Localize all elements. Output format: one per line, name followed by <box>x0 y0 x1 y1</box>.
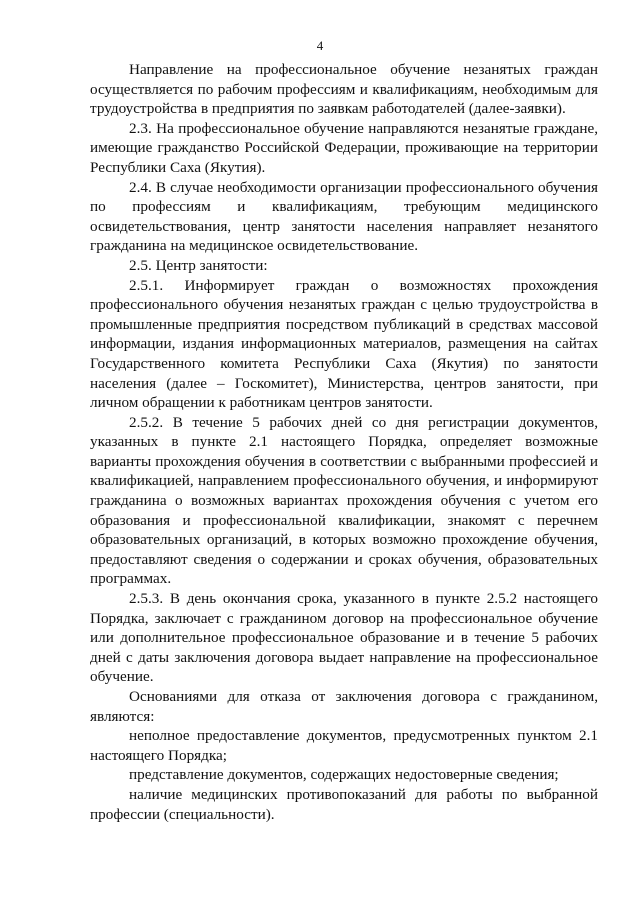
paragraph-2-5: 2.5. Центр занятости: <box>129 256 268 274</box>
document-body <box>90 60 598 824</box>
list-item-incomplete-documents: неполное предоставление документов, предусмотренных пунктом 2.1 настоящего Порядка; <box>90 727 598 764</box>
paragraph-2-3: 2.3. На профессиональное обучение направляются незанятые граждане, имеющие гражданство Российской Федерации, проживающие на территории Республики Саха (Якутия). <box>90 119 598 176</box>
paragraph-refusal-grounds: Основаниями для отказа от заключения договора с гражданином, являются: <box>90 688 598 725</box>
list-item-medical-contraindications: наличие медицинских противопоказаний для работы по выбранной профессии (специальности). <box>90 785 598 823</box>
page-number: 4 <box>316 38 324 53</box>
paragraph-2-5-3: 2.5.3. В день окончания срока, указанного в пункте 2.5.2 настоящего Порядка, заключает с гражданином договор на профессиональное обучение или дополнительное профессиональное образование и в течение 5 рабочих дней с даты заключения договора выдает направление на профессиональное обучение. <box>90 590 598 686</box>
paragraph-2-5-2: 2.5.2. В течение 5 рабочих дней со дня регистрации документов, указанных в пункте 2.1 настоящего Порядка, определяет возможные варианты прохождения обучения в соответствии с выбранными профессией и квалификацией, направлением профессионального обучения, и информируют гражданина о возможных вариантах прохождения обучения с учетом его образования и профессиональной квалификации, знакомят с перечнем образовательных организаций, в которых возможно прохождение обучения, предоставляют сведения о содержании и сроках обучения, образовательных программах. <box>90 413 598 588</box>
paragraph-2-5-1: 2.5.1. Информирует граждан о возможностях прохождения профессионального обучения незанятых граждан с целью трудоустройства в промышленные предприятия посредством публикаций в средствах массовой информации, издания информационных материалов, размещения на сайтах Государственного комитета Республики Саха (Якутия) по занятости населения (далее – Госкомитет), Министерства, центров занятости, при личном обращении к работникам центров занятости. <box>90 276 598 412</box>
paragraph-referral: Направление на профессиональное обучение незанятых граждан осуществляется по рабочим профессиям и квалификациям, необходимым для трудоустройства в предприятия по заявкам работодателей (далее-заявки). <box>90 61 598 118</box>
list-item-false-information: представление документов, содержащих недостоверные сведения; <box>129 766 559 784</box>
paragraph-2-4: 2.4. В случае необходимости организации профессионального обучения по профессиям и квалификациям, требующим медицинского освидетельствования, центр занятости населения направляет незанятого гражданина на медицинское освидетельствование. <box>90 178 598 255</box>
